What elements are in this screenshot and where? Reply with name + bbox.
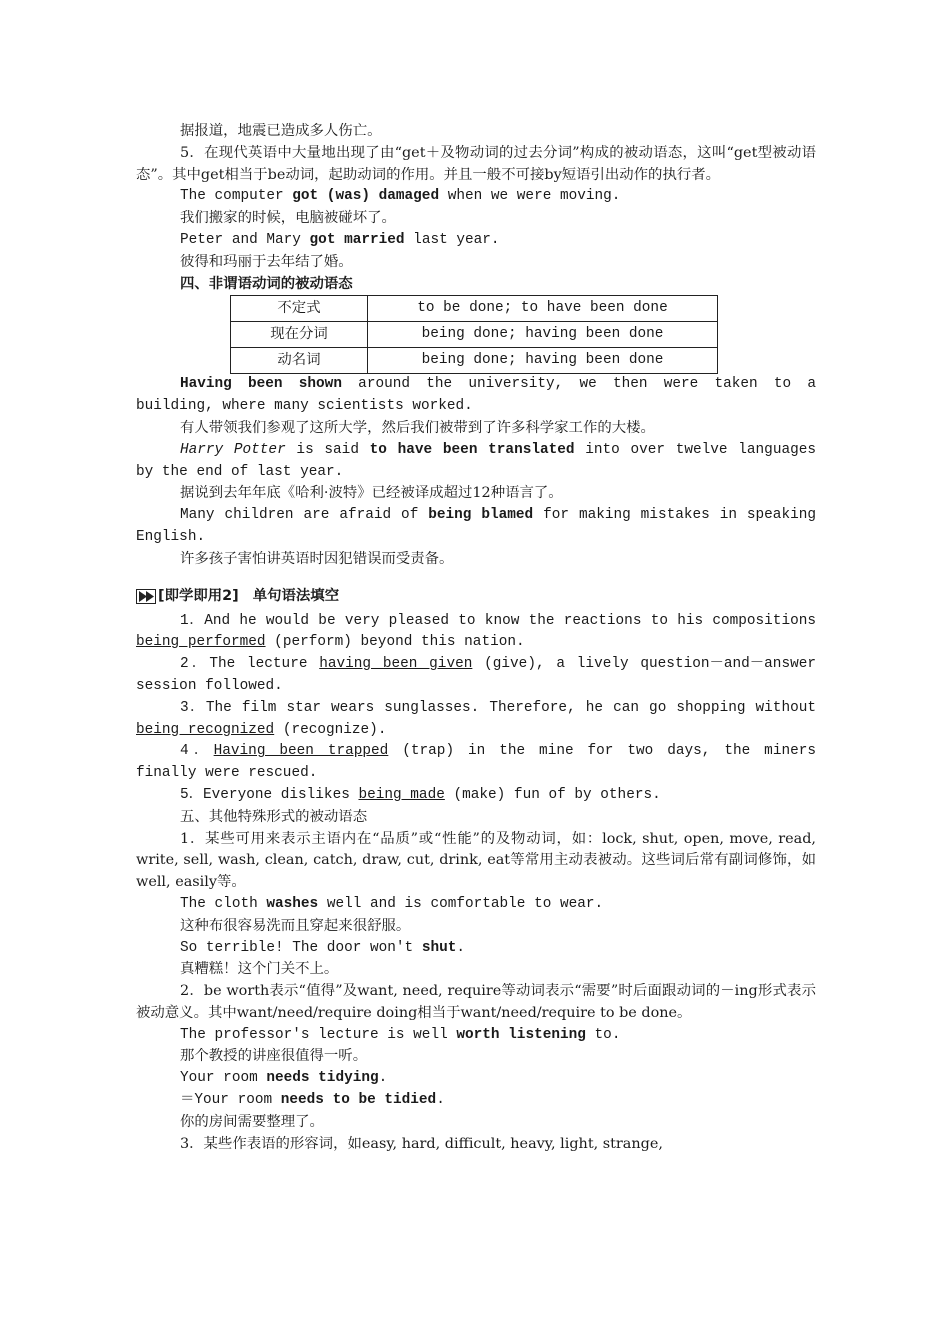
answer-blank: being recognized [136, 721, 275, 738]
example-sentence [136, 938, 816, 960]
example-sentence [136, 1025, 816, 1047]
example-translation: 你的房间需要整理了。 [180, 1113, 324, 1130]
text: The cloth [180, 895, 267, 912]
section-heading: 四、非谓语动词的被动语态 [180, 275, 353, 292]
paragraph: 1．某些可用来表示主语内在“品质”或“性能”的及物动词，如：lock, shut, open, move, read, write, sell, wash, clean, catch, draw, cut, drink, eat等常用主动表被动。这些词后常有副词修饰，如well, easily等。 [136, 830, 816, 891]
example-translation: 许多孩子害怕讲英语时因犯错误而受责备。 [180, 550, 454, 567]
bold-phrase: got (was) damaged [292, 188, 440, 205]
text: (trap) in the mine for two days, the miners finally were rescued. [136, 743, 816, 782]
bold-phrase: got married [309, 231, 405, 248]
text: for making mistakes in speaking English. [136, 507, 816, 545]
example-sentence [136, 505, 816, 549]
practice-heading [136, 583, 816, 611]
nonfinite-passive-table [230, 295, 718, 374]
text: to. [585, 1026, 621, 1043]
text: when we were moving. [439, 188, 621, 205]
text: (make) fun of by others. [444, 786, 661, 803]
text: . [378, 1070, 388, 1087]
text: Many children are afraid of [180, 507, 429, 524]
example-sentence [136, 186, 816, 208]
paragraph-get-passive: 5．在现代英语中大量地出现了由“get＋及物动词的过去分词”构成的被动语态，这叫“get型被动语态”。其中get相当于be动词，起助动词的作用。并且一般不可接by短语引出动作的执行者。 [136, 144, 816, 183]
table-cell-label: 动名词 [231, 348, 368, 374]
example-sentence [136, 374, 816, 418]
example-sentence [136, 230, 816, 252]
example-sentence [136, 1090, 816, 1112]
document-page [136, 121, 816, 1155]
text: 2．The lecture [180, 656, 320, 673]
text: The computer [180, 188, 293, 205]
table-cell-forms: being done; having been done [368, 348, 718, 374]
text: last year. [404, 231, 500, 248]
text: 3．The film star wears sunglasses. Therefore, he can go shopping without [180, 699, 816, 716]
text: 1．And he would be very pleased to know the reactions to his compositions [180, 612, 816, 629]
text: around the university, we then were taken to a building, where many scientists worked. [136, 376, 817, 415]
example-translation: 有人带领我们参观了这所大学，然后我们被带到了许多科学家工作的大楼。 [180, 419, 655, 436]
example-translation: 真糟糕！这个门关不上。 [180, 961, 339, 978]
paragraph: 3．某些作表语的形容词，如easy, hard, difficult, heavy, light, strange, [180, 1135, 663, 1152]
example-translation: 据说到去年年底《哈利·波特》已经被译成超过12种语言了。 [180, 485, 563, 502]
example-translation: 那个教授的讲座很值得一听。 [180, 1048, 368, 1065]
bold-phrase: needs to be tidied [280, 1092, 437, 1109]
exercise-item [136, 698, 816, 742]
section-heading: 五、其他特殊形式的被动语态 [180, 808, 368, 825]
bold-phrase: shut [421, 939, 457, 956]
example-translation: 我们搬家的时候，电脑被碰坏了。 [180, 210, 396, 227]
table-cell-label: 现在分词 [231, 322, 368, 348]
paragraph: 2．be worth表示“值得”及want, need, require等动词表示“需要”时后面跟动词的－ing形式表示被动意义。其中want/need/require doing相当于want/need/require to be done。 [136, 983, 816, 1021]
paragraph: 据报道，地震已造成多人伤亡。 [180, 123, 382, 139]
bold-phrase: Having been shown [180, 376, 342, 393]
text: . [456, 939, 465, 956]
text: well and is comfortable to wear. [318, 895, 604, 912]
example-translation: 这种布很容易洗而且穿起来很舒服。 [180, 917, 411, 934]
bold-phrase: worth listening [456, 1026, 586, 1043]
practice-title: 单句语法填空 [252, 587, 340, 604]
bold-phrase: needs tidying [266, 1070, 379, 1087]
text: Peter and Mary [180, 231, 310, 248]
text: (perform) beyond this nation. [265, 634, 525, 651]
table-cell-forms: being done; having been done [368, 322, 718, 348]
text: into over twelve languages by the end of last year. [136, 441, 816, 480]
text: (give), a lively question－and－answer session followed. [136, 656, 816, 694]
answer-blank: having been given [319, 656, 473, 673]
answer-blank: Having been trapped [213, 743, 389, 760]
italic-title: Harry Potter [180, 441, 286, 458]
example-sentence [136, 440, 816, 484]
exercise-item [136, 785, 816, 807]
bold-phrase: washes [266, 895, 319, 912]
text: ＝Your room [180, 1092, 281, 1109]
example-sentence [136, 1068, 816, 1090]
bold-phrase: being blamed [428, 507, 534, 524]
practice-tag: [即学即用2] [158, 587, 239, 604]
text: 5．Everyone dislikes [180, 786, 359, 803]
text: . [436, 1092, 445, 1109]
table-row [231, 322, 718, 348]
table-row [231, 348, 718, 374]
answer-blank: being made [358, 786, 445, 803]
text: (recognize). [274, 721, 387, 738]
bold-phrase: to have been translated [369, 441, 575, 458]
exercise-item [136, 654, 816, 698]
table-cell-label: 不定式 [231, 296, 368, 322]
example-translation: 彼得和玛丽于去年结了婚。 [180, 253, 353, 270]
text: The professor's lecture is well [180, 1026, 457, 1043]
text: is said [285, 441, 370, 458]
answer-blank: being performed [136, 634, 266, 651]
play-triangle-icon [136, 589, 156, 604]
text: 4． [180, 743, 214, 760]
example-sentence [136, 894, 816, 916]
exercise-item [136, 741, 816, 785]
text: Your room [180, 1070, 267, 1087]
table-cell-forms: to be done; to have been done [368, 296, 718, 322]
table-row [231, 296, 718, 322]
text: So terrible! The door won't [180, 939, 422, 956]
exercise-item [136, 611, 816, 655]
